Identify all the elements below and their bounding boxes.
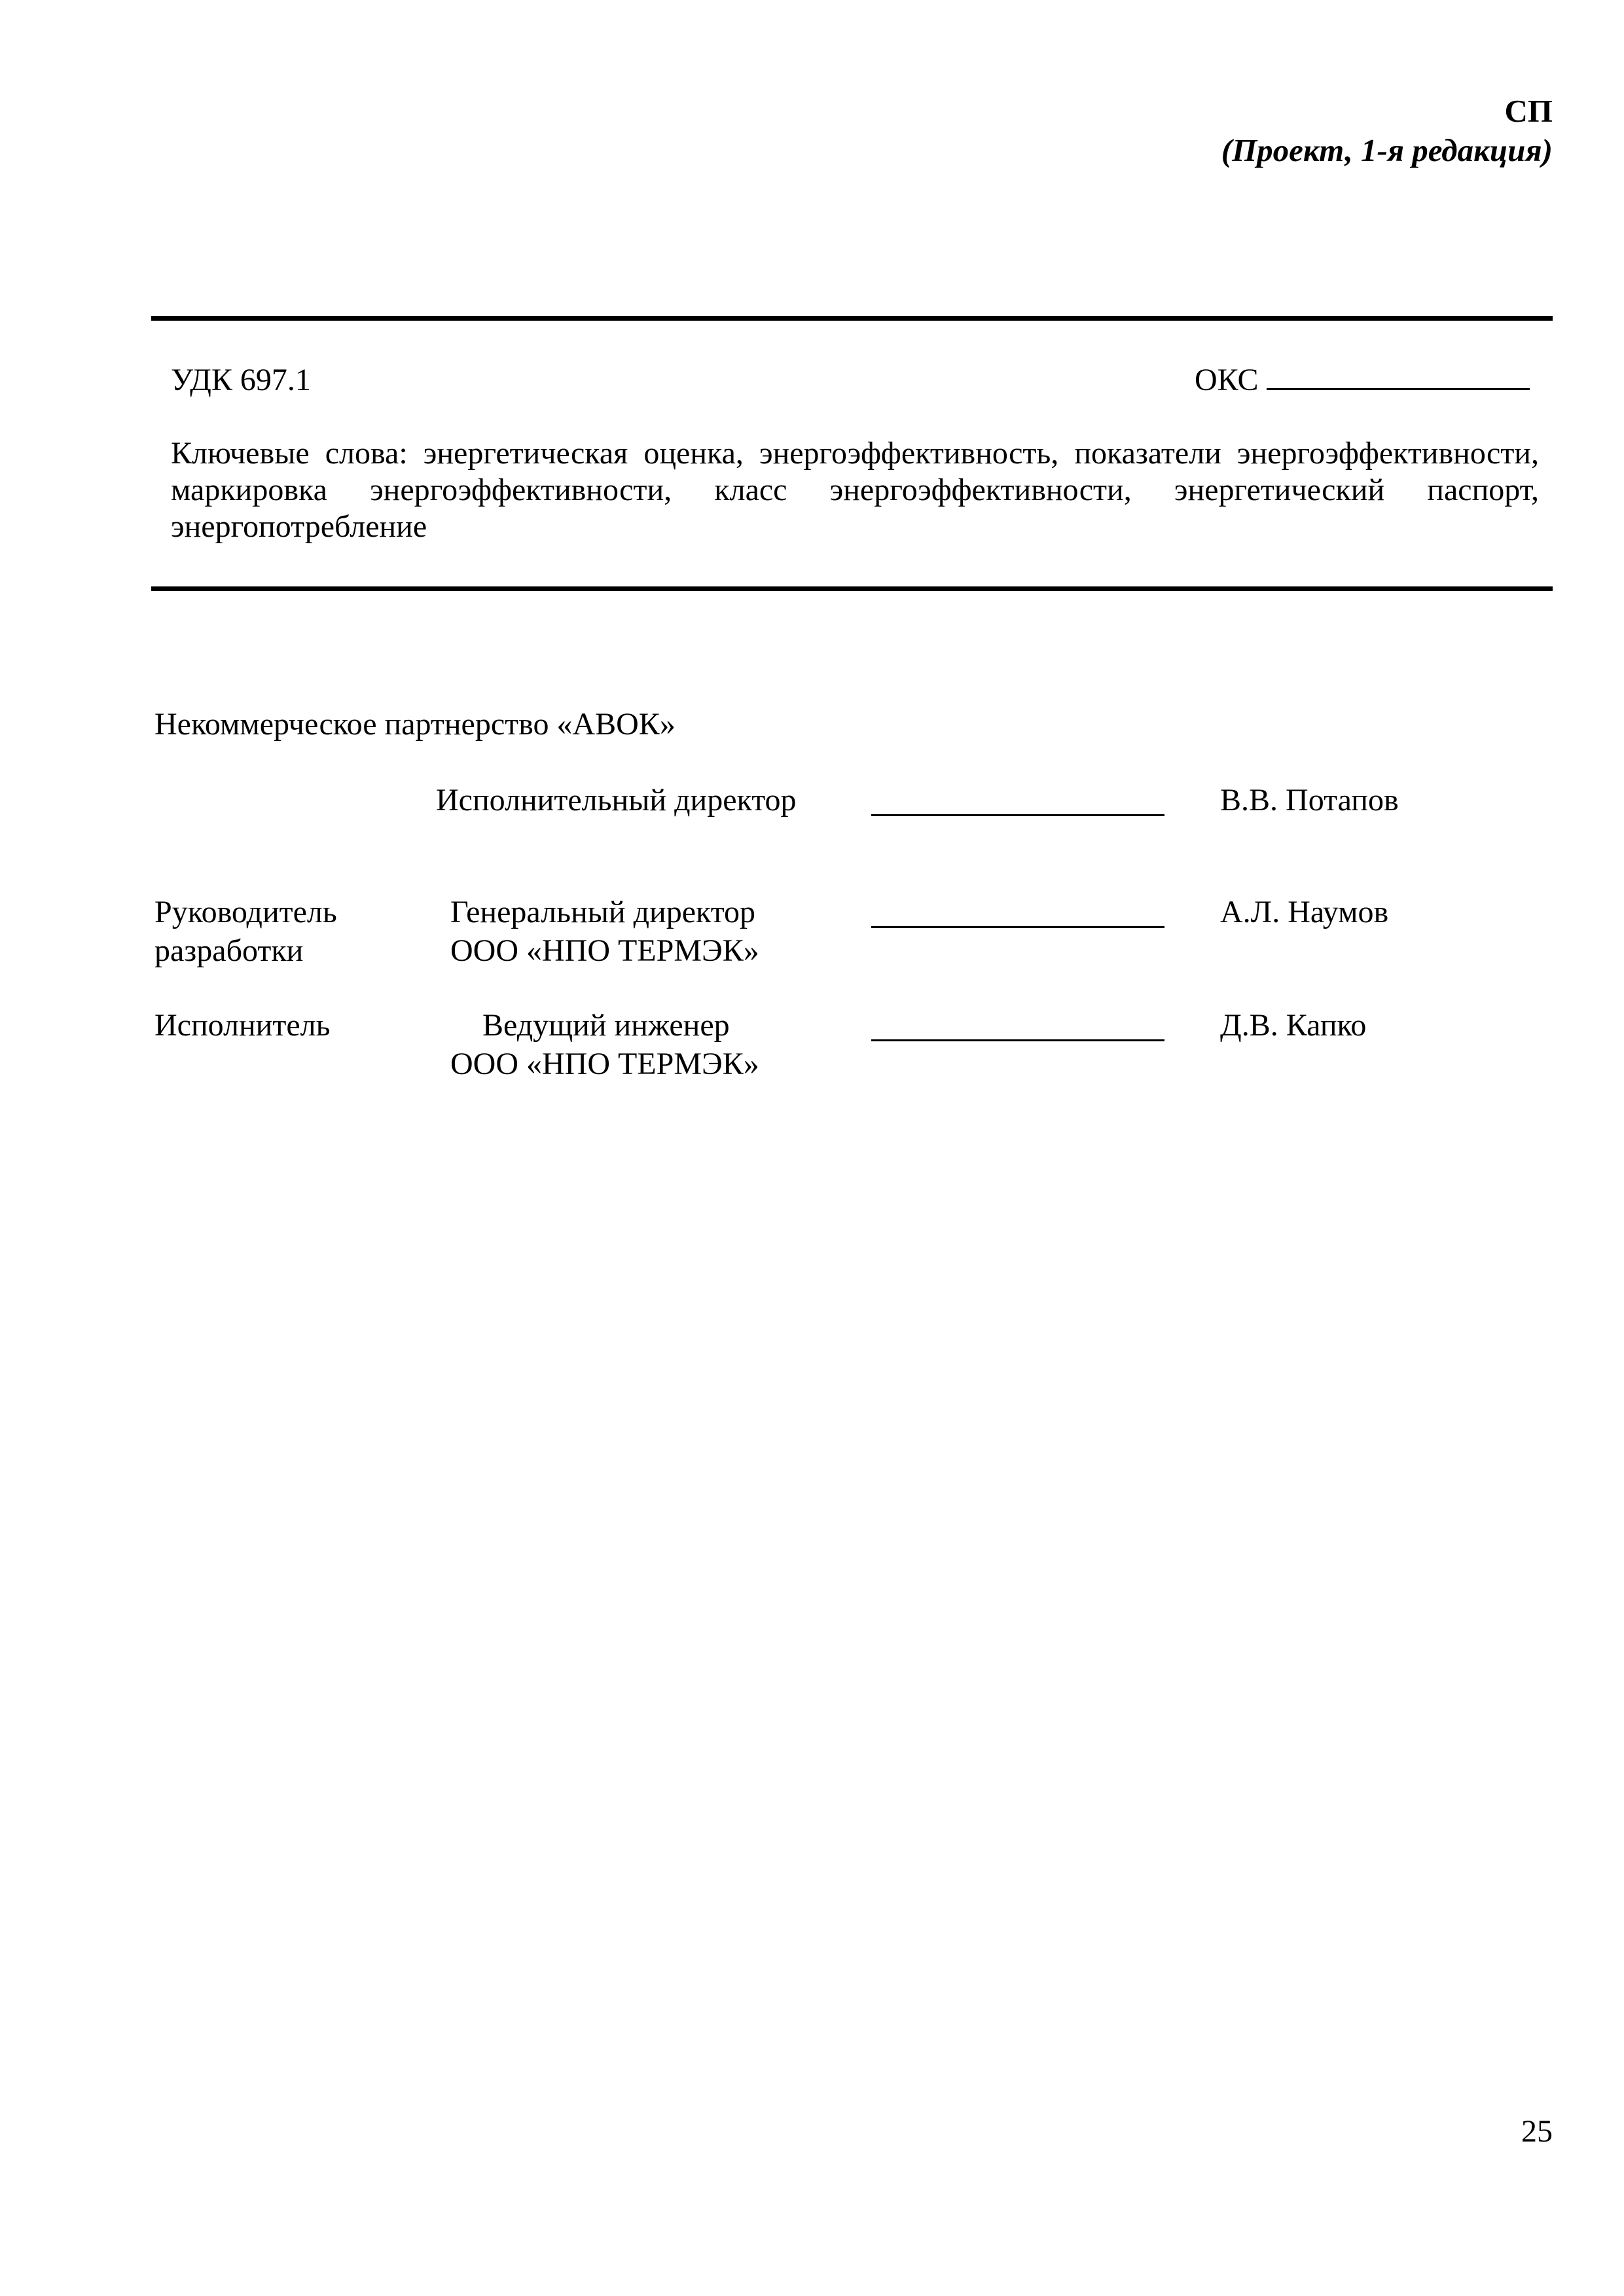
oks-blank-line [1267,362,1530,390]
signature-line [871,926,1164,928]
oks-field [1195,361,1530,400]
top-rule [151,316,1553,321]
signatory-role-line2: разработки [154,933,304,968]
organization-name: Некоммерческое партнерство «АВОК» [154,707,676,742]
page-number: 25 [1521,2114,1553,2149]
signatory-name: Д.В. Капко [1220,1008,1367,1043]
signatory-position: Генеральный директор [450,895,756,929]
oks-label: ОКС [1195,363,1259,397]
signatory-position: Ведущий инженер [482,1008,730,1043]
document-code: СП [1504,93,1553,129]
signature-line [871,814,1164,816]
signatory-name: В.В. Потапов [1220,783,1399,817]
edition-label: (Проект, 1-я редакция) [1221,132,1553,168]
udk-code: УДК 697.1 [171,363,311,397]
signatory-company: ООО «НПО ТЕРМЭК» [450,1047,759,1081]
signatory-company: ООО «НПО ТЕРМЭК» [450,933,759,968]
signatory-role: Исполнитель [154,1008,331,1043]
bottom-rule [151,586,1553,591]
signature-line [871,1039,1164,1041]
signatory-role: Руководитель [154,895,337,929]
keywords-paragraph: Ключевые слова: энергетическая оценка, энергоэффективность, показатели энергоэффективности, маркировка энергоэффективности, класс энергоэффективности, энергетический паспорт, энергопотребление [171,436,1539,544]
signatory-position: Исполнительный директор [436,783,797,817]
signatory-name: А.Л. Наумов [1220,895,1389,929]
